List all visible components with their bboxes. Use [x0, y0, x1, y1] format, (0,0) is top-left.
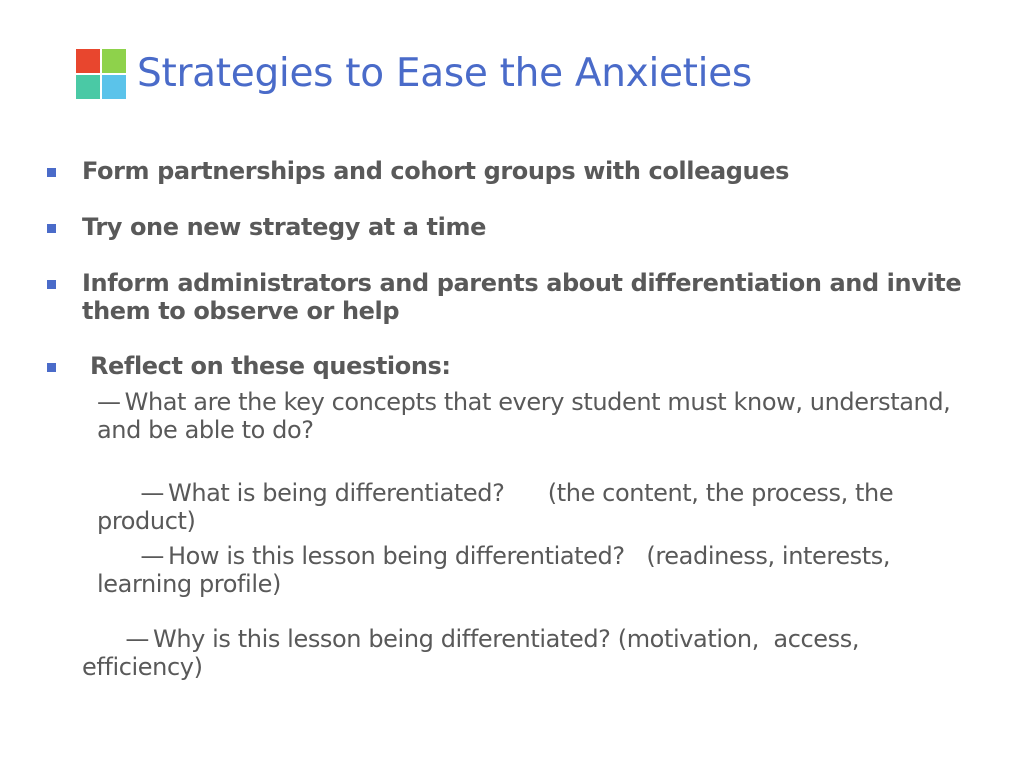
question-text: What is being differentiated? (the content, the process, the product) [97, 479, 901, 535]
question-dash: — [140, 479, 164, 507]
bullet-item-one-strategy: Try one new strategy at a time [82, 213, 486, 241]
question-text: What are the key concepts that every student must know, understand, and be able to do? [97, 388, 951, 444]
question-dash: — [97, 388, 121, 416]
question-text: Why is this lesson being differentiated? (motivation, access, efficiency) [82, 625, 867, 681]
bullet-item-inform: Inform administrators and parents about differentiation and invite them to observe or help [82, 269, 962, 325]
question-dash: — [140, 542, 164, 570]
slide-title: Strategies to Ease the Anxieties [137, 51, 752, 96]
question-text: How is this lesson being differentiated? (readiness, interests, learning profile) [97, 542, 898, 598]
bullet-item-partnerships: Form partnerships and cohort groups with colleagues [82, 157, 789, 185]
logo-square-blue [102, 75, 126, 99]
bullet-marker-icon [47, 363, 56, 372]
windows-logo-icon [76, 49, 126, 99]
question-dash: — [125, 625, 149, 653]
bullet-marker-icon [47, 168, 56, 177]
bullet-item-reflect: Reflect on these questions: [82, 352, 451, 380]
bullet-marker-icon [47, 280, 56, 289]
question-why-differentiated [82, 597, 962, 709]
bullet-marker-icon [47, 224, 56, 233]
logo-square-teal [76, 75, 100, 99]
question-key-concepts [97, 388, 967, 444]
logo-square-green [102, 49, 126, 73]
logo-square-red [76, 49, 100, 73]
